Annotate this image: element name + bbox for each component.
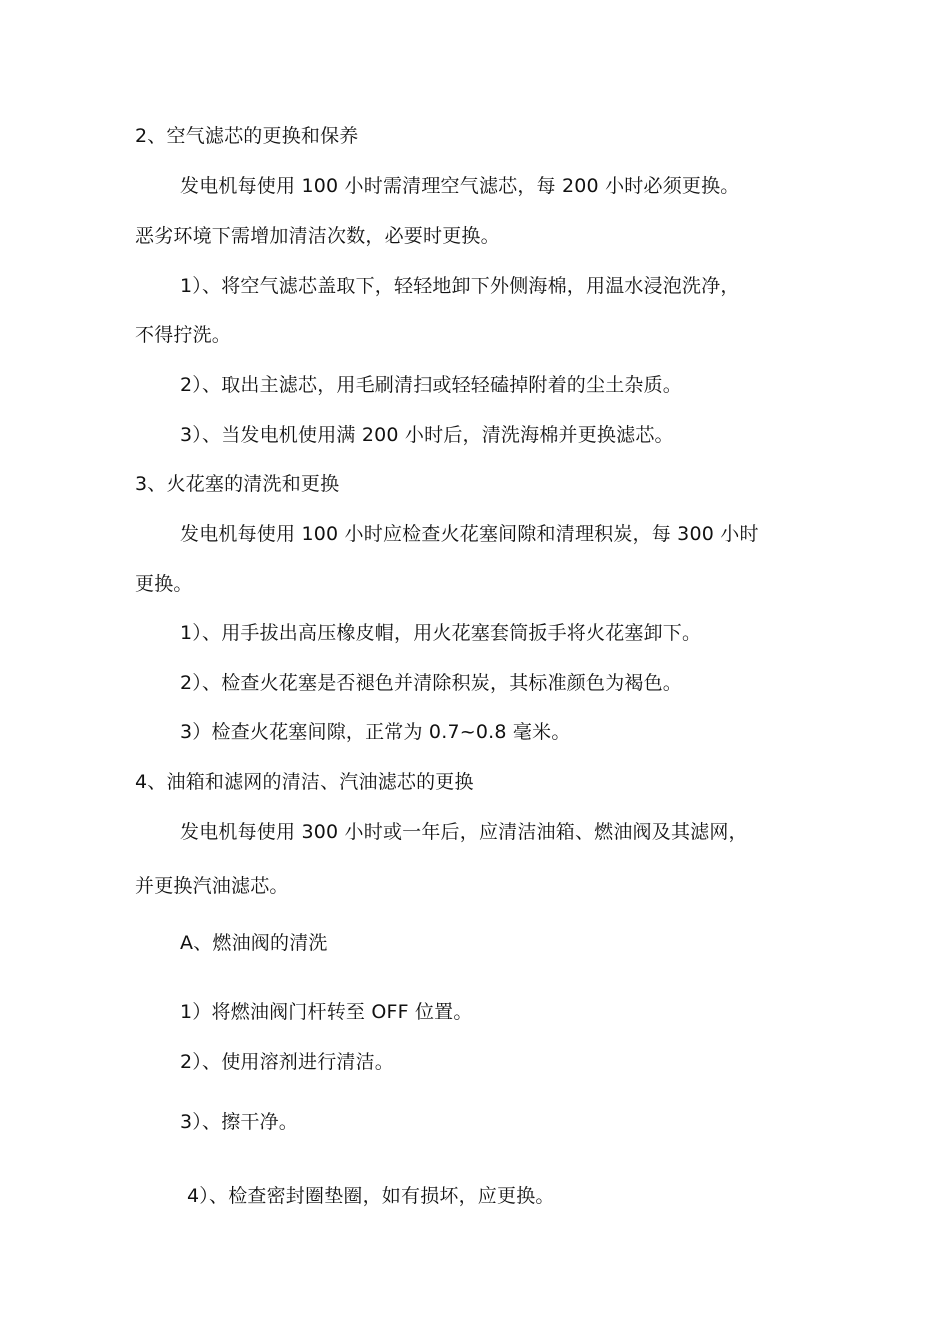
paragraph-line: 更换。 [135, 573, 193, 595]
list-item-line: 2）、取出主滤芯，用毛刷清扫或轻轻磕掉附着的尘土杂质。 [180, 374, 682, 396]
list-item-line: 3）、当发电机使用满 200 小时后，清洗海棉并更换滤芯。 [180, 424, 674, 446]
list-item-line: 4）、检查密封圈垫圈，如有损坏，应更换。 [187, 1185, 555, 1207]
section-heading: 4、油箱和滤网的清洁、汽油滤芯的更换 [135, 771, 474, 793]
section-heading: 2、空气滤芯的更换和保养 [135, 125, 359, 147]
list-item-line: 1）、将空气滤芯盖取下，轻轻地卸下外侧海棉，用温水浸泡洗净， [180, 275, 740, 297]
list-item-line: 3）检查火花塞间隙，正常为 0.7~0.8 毫米。 [180, 721, 571, 743]
list-item-line: 2）、使用溶剂进行清洁。 [180, 1051, 394, 1073]
subsection-heading: A、燃油阀的清洗 [180, 932, 328, 954]
list-item-line: 2）、检查火花塞是否褪色并清除积炭，其标准颜色为褐色。 [180, 672, 682, 694]
paragraph-line: 恶劣环境下需增加清洁次数，必要时更换。 [135, 225, 500, 247]
list-item-line: 1）将燃油阀门杆转至 OFF 位置。 [180, 1001, 473, 1023]
section-heading: 3、火花塞的清洗和更换 [135, 473, 340, 495]
list-item-line: 3）、擦干净。 [180, 1111, 298, 1133]
list-item-line: 1）、用手拔出高压橡皮帽，用火花塞套筒扳手将火花塞卸下。 [180, 622, 702, 644]
paragraph-line: 发电机每使用 300 小时或一年后，应清洁油箱、燃油阀及其滤网， [180, 821, 748, 843]
paragraph-line: 发电机每使用 100 小时需清理空气滤芯，每 200 小时必须更换。 [180, 175, 740, 197]
paragraph-line: 发电机每使用 100 小时应检查火花塞间隙和清理积炭，每 300 小时 [180, 523, 759, 545]
list-item-line: 不得拧洗。 [135, 324, 232, 346]
paragraph-line: 并更换汽油滤芯。 [135, 875, 289, 897]
